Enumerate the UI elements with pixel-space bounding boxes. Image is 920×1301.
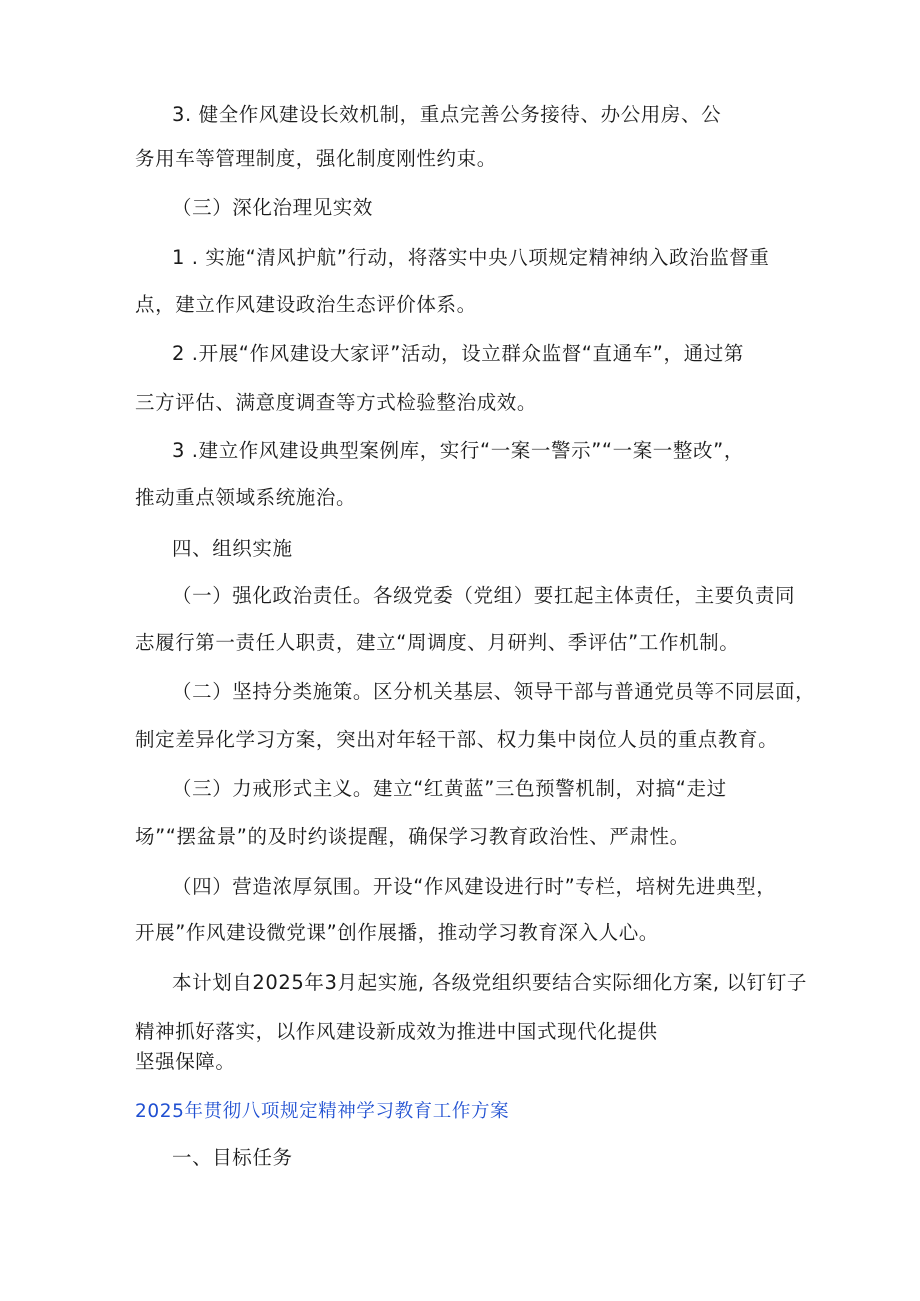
paragraph-line: （一）强化政治责任。各级党委（党组）要扛起主体责任，主要负责同 xyxy=(172,584,796,607)
paragraph-line: 务用车等管理制度，强化制度刚性约束。 xyxy=(135,147,497,170)
section-heading: 四、组织实施 xyxy=(172,537,293,560)
paragraph-line: 3. 健全作风建设长效机制，重点完善公务接待、办公用房、公 xyxy=(172,103,722,126)
paragraph-line: 开展”作风建设微党课”创作展播，推动学习教育深入人心。 xyxy=(135,921,659,944)
paragraph-line: 推动重点领域系统施治。 xyxy=(135,486,357,509)
paragraph-line: 坚强保障。 xyxy=(135,1050,236,1073)
paragraph-line: 精神抓好落实，以作风建设新成效为推进中国式现代化提供 xyxy=(135,1020,658,1043)
paragraph-line: 点，建立作风建设政治生态评价体系。 xyxy=(135,293,477,316)
paragraph-line: 制定差异化学习方案，突出对年轻干部、权力集中岗位人员的重点教育。 xyxy=(135,728,779,751)
paragraph-line: 1 . 实施“清风护航”行动，将落实中央八项规定精神纳入政治监督重 xyxy=(172,246,770,269)
paragraph-line: 场”“摆盆景”的及时约谈提醒，确保学习教育政治性、严肃性。 xyxy=(135,825,690,848)
paragraph-line: 本计划自2025年3月起实施, 各级党组织要结合实际细化方案, 以钉钉子 xyxy=(172,971,807,994)
paragraph-line: （三）力戒形式主义。建立“红黄蓝”三色预警机制，对搞“走过 xyxy=(172,777,727,800)
paragraph-line: 3 .建立作风建设典型案例库，实行“一案一警示”“一案一整改”， xyxy=(172,439,744,462)
section-heading: 一、目标任务 xyxy=(172,1146,293,1169)
paragraph-line: 志履行第一责任人职责，建立“周调度、月研判、季评估”工作机制。 xyxy=(135,631,740,654)
paragraph-line: 2 .开展“作风建设大家评”活动，设立群众监督“直通车”，通过第 xyxy=(172,342,744,365)
document-title-link[interactable]: 2025年贯彻八项规定精神学习教育工作方案 xyxy=(135,1101,510,1122)
section-subheading: （三）深化治理见实效 xyxy=(172,196,374,219)
paragraph-line: （四）营造浓厚氛围。开设“作风建设进行时”专栏，培树先进典型， xyxy=(172,875,777,898)
paragraph-line: 三方评估、满意度调查等方式检验整治成效。 xyxy=(135,391,538,414)
paragraph-line: （二）坚持分类施策。区分机关基层、领导干部与普通党员等不同层面， xyxy=(172,680,816,703)
